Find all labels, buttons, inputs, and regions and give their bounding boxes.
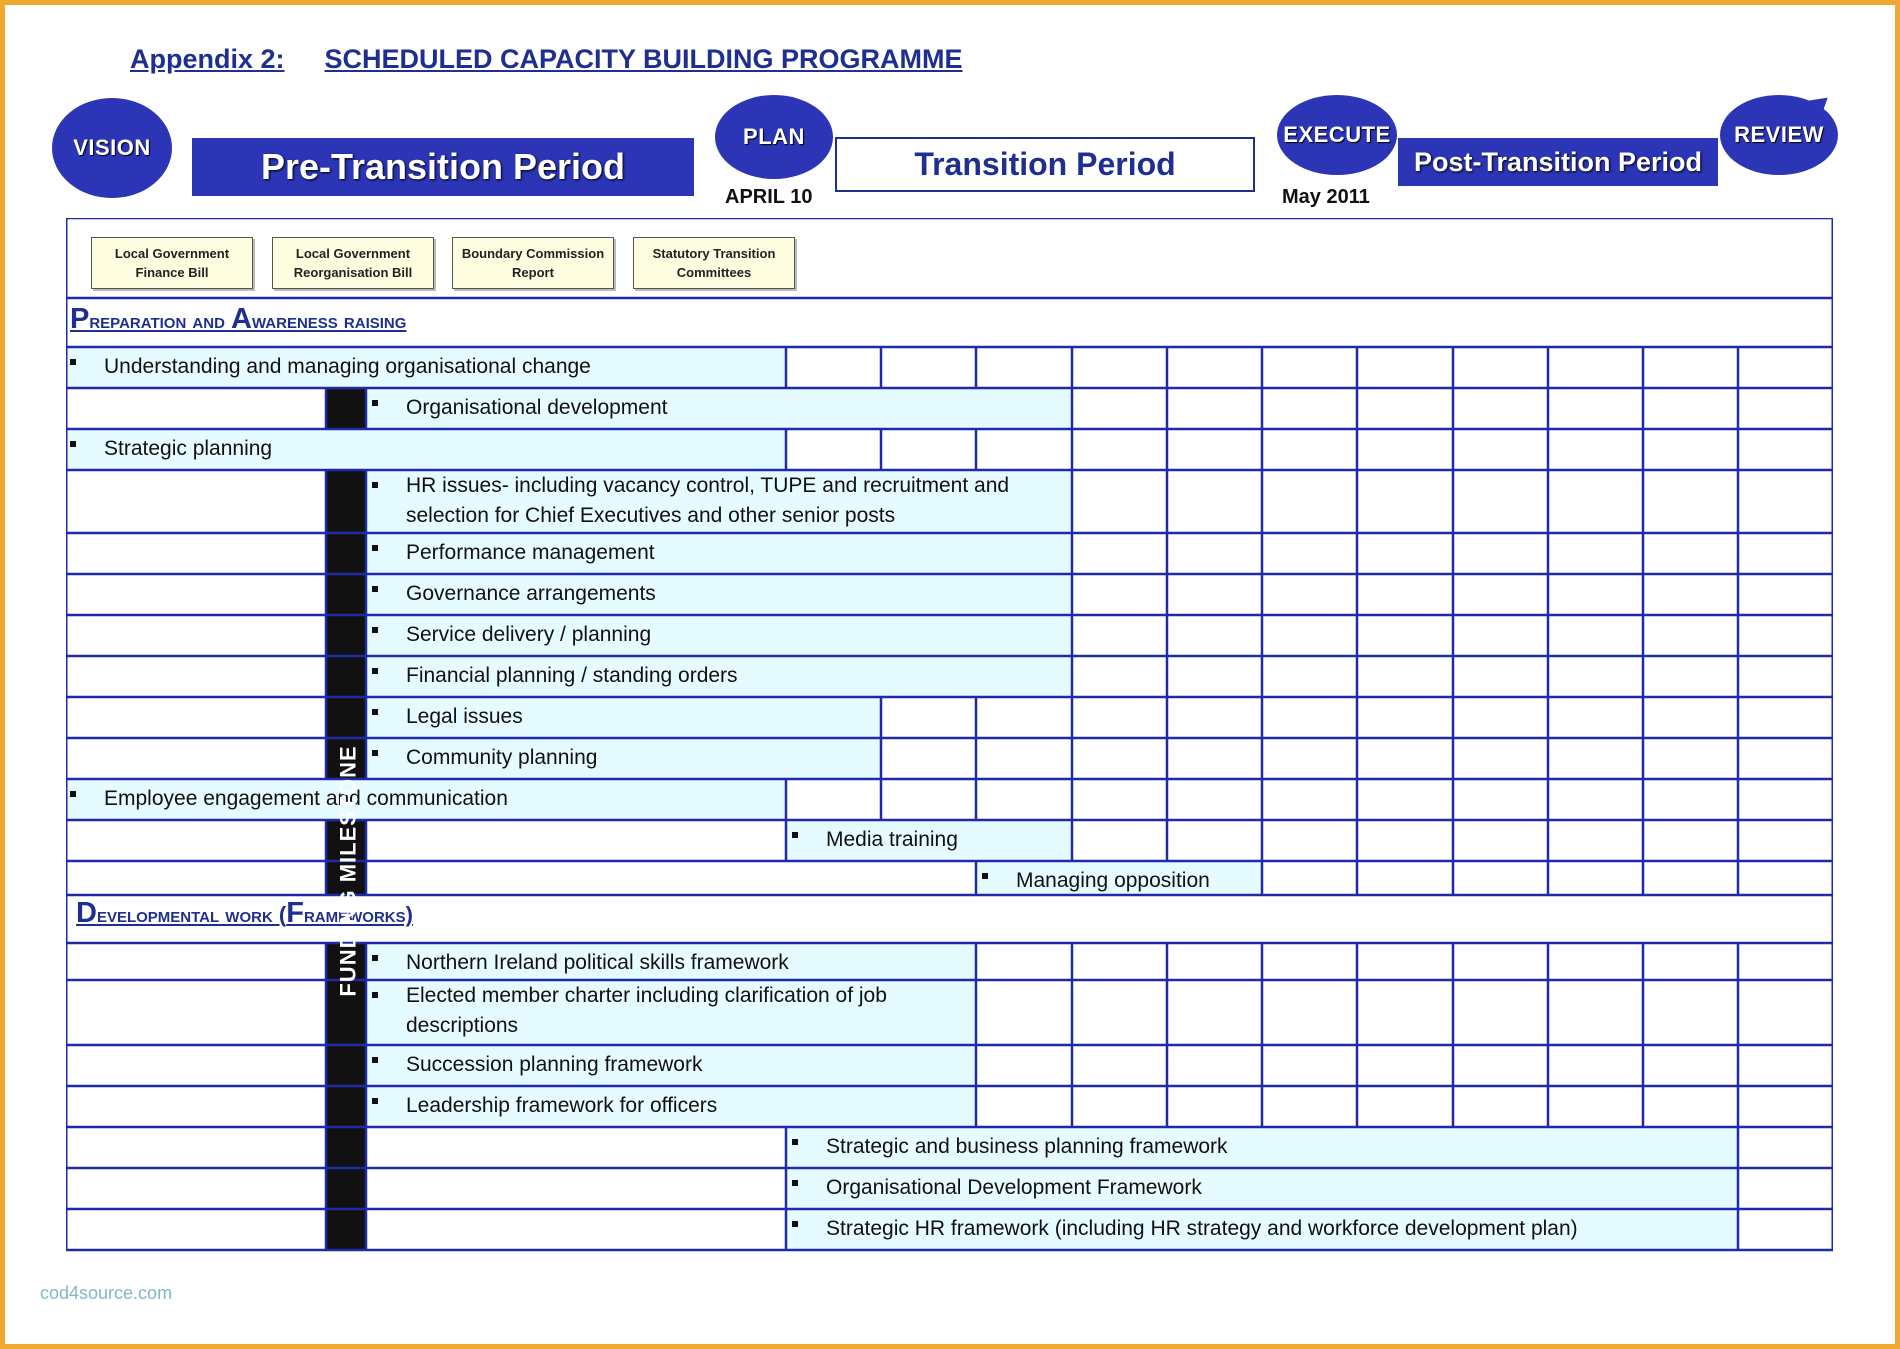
row-label: Strategic and business planning framework xyxy=(826,1135,1228,1158)
row-label: Media training xyxy=(826,828,958,851)
bullet-icon xyxy=(372,1057,378,1063)
period-transition: Transition Period xyxy=(835,137,1255,192)
date-execute: May 2011 xyxy=(1282,186,1370,208)
funding-milestone-cell xyxy=(327,1128,365,1167)
legislation-transition-committees: Statutory Transition Committees xyxy=(633,237,795,289)
date-plan: APRIL 10 xyxy=(725,186,813,208)
bullet-icon xyxy=(372,668,378,674)
row-label: Performance management xyxy=(406,541,655,564)
bullet-icon xyxy=(372,992,378,998)
row-label: Northern Ireland political skills framework xyxy=(406,951,789,974)
bullet-icon xyxy=(792,1221,798,1227)
bullet-icon xyxy=(70,359,76,365)
title-appendix: Appendix 2: xyxy=(130,44,285,74)
phase-plan: PLAN xyxy=(715,95,833,179)
row-label: Organisational development xyxy=(406,396,668,419)
funding-milestone-cell xyxy=(327,657,365,696)
section-preparation: Preparation and Awareness raising xyxy=(70,303,407,335)
bullet-icon xyxy=(372,545,378,551)
period-pre-transition: Pre-Transition Period xyxy=(192,138,694,196)
phase-execute: EXECUTE xyxy=(1277,95,1397,175)
bullet-icon xyxy=(792,1139,798,1145)
row-label: HR issues- including vacancy control, TUPE and recruitment and selection for Chief Executives and other senior posts xyxy=(406,474,1010,527)
funding-milestone-cell xyxy=(327,1046,365,1085)
bullet-icon xyxy=(982,873,988,879)
row-label: Succession planning framework xyxy=(406,1053,703,1076)
row-label: Financial planning / standing orders xyxy=(406,664,738,687)
funding-milestone-cell xyxy=(327,698,365,737)
phase-review: REVIEW xyxy=(1720,95,1838,175)
row-label: Managing opposition xyxy=(1016,869,1210,892)
row-label: Strategic planning xyxy=(104,437,273,460)
funding-milestone-cell xyxy=(327,1210,365,1249)
funding-milestone-cell xyxy=(327,534,365,573)
row-label: Strategic HR framework (including HR strategy and workforce development plan) xyxy=(826,1217,1578,1240)
bullet-icon xyxy=(372,750,378,756)
bullet-icon xyxy=(70,441,76,447)
bullet-icon xyxy=(792,1180,798,1186)
row-label: Elected member charter including clarification of job descriptions xyxy=(406,984,887,1037)
funding-milestone-cell xyxy=(327,471,365,532)
row-label: Employee engagement and communication xyxy=(104,787,508,810)
page-title xyxy=(130,44,963,75)
funding-milestone-cell xyxy=(327,1087,365,1126)
legislation-finance-bill: Local Government Finance Bill xyxy=(91,237,253,289)
legislation-boundary-report: Boundary Commission Report xyxy=(452,237,614,289)
funding-milestone-cell xyxy=(327,616,365,655)
funding-milestone-cell xyxy=(327,575,365,614)
programme-grid xyxy=(66,218,1833,1252)
bullet-icon xyxy=(372,586,378,592)
row-label: Governance arrangements xyxy=(406,582,656,605)
row-label: Legal issues xyxy=(406,705,523,728)
bullet-icon xyxy=(372,1098,378,1104)
funding-milestone-cell xyxy=(327,389,365,428)
row-label: Organisational Development Framework xyxy=(826,1176,1202,1199)
title-name: SCHEDULED CAPACITY BUILDING PROGRAMME xyxy=(324,44,963,74)
watermark: cod4source.com xyxy=(40,1283,173,1303)
period-post-transition: Post-Transition Period xyxy=(1398,138,1718,186)
bullet-icon xyxy=(372,400,378,406)
bullet-icon xyxy=(792,832,798,838)
bullet-icon xyxy=(372,482,378,488)
phase-vision: VISION xyxy=(52,98,172,198)
bullet-icon xyxy=(372,955,378,961)
funding-milestone-label: FUNDING MILESTONE xyxy=(336,745,362,997)
row-label: Service delivery / planning xyxy=(406,623,652,646)
bullet-icon xyxy=(70,791,76,797)
funding-milestone-cell xyxy=(327,1169,365,1208)
row-label: Understanding and managing organisational change xyxy=(104,355,591,378)
row-label: Leadership framework for officers xyxy=(406,1094,718,1117)
section-developmental: Developmental work (Frameworks) xyxy=(76,897,413,929)
bullet-icon xyxy=(372,709,378,715)
bullet-icon xyxy=(372,627,378,633)
row-label: Community planning xyxy=(406,746,598,769)
legislation-reorganisation-bill: Local Government Reorganisation Bill xyxy=(272,237,434,289)
